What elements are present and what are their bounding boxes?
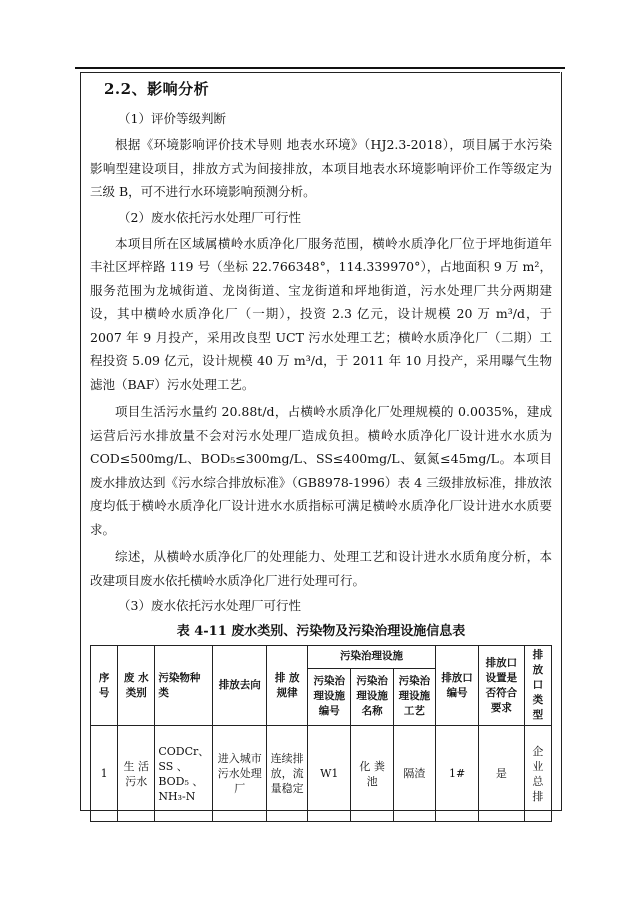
- header-facility-process: 污染治理设施工艺: [393, 668, 435, 725]
- subsection-feasibility-3: （3）废水依托污水处理厂可行性: [118, 598, 301, 613]
- section-title: 2.2、影响分析: [104, 80, 210, 98]
- paragraph-water-volume: 项目生活污水量约 20.88t/d，占横岭水质净化厂处理规模的 0.0035%，建成运营后污水排放量不会对污水处理厂造成负担。横岭水质净化厂设计进水水质为 COD≤500mg/L、BOD₅≤300mg/L、SS≤400mg/L、氨氮≤45mg/L。本项目废水排放达到《污水综合排放标准》（GB8978-1996）表 4 三级排放标准，排放浓度均低于横岭水质净化厂设计进水水质指标可满足横岭水质净化厂设计进水水质要求。: [90, 404, 552, 537]
- cell-outlet-type: 企业总排: [524, 726, 551, 822]
- subsection-evaluation-level: （1）评价等级判断: [118, 111, 226, 126]
- paragraph-evaluation: 根据《环境影响评价技术导则 地表水环境》（HJ2.3-2018），项目属于水污染影响型建设项目，排放方式为间接排放，本项目地表水环境影响评价工作等级定为三级 B，可不进行水环境影响预测分析。: [90, 137, 552, 199]
- header-rule: 排 放规律: [267, 646, 308, 726]
- document-body: [90, 78, 552, 822]
- cell-facility-name: 化 粪池: [351, 726, 393, 822]
- wastewater-info-table: [90, 645, 552, 822]
- cell-destination: 进入城市污水处理厂: [213, 726, 267, 822]
- table-caption: 表 4-11 废水类别、污染物及污染治理设施信息表: [176, 624, 466, 639]
- cell-rule: 连续排放，流量稳定: [267, 726, 308, 822]
- paragraph-conclusion: 综述，从横岭水质净化厂的处理能力、处理工艺和设计进水水质角度分析，本改建项目废水依托横岭水质净化厂进行处理可行。: [90, 549, 552, 588]
- cell-pollutant: CODCr、SS 、BOD₅ 、NH₃-N: [155, 726, 213, 822]
- header-outlet-no: 排放口编号: [436, 646, 479, 726]
- cell-outlet-requirement: 是: [479, 726, 525, 822]
- header-type: 废 水类别: [118, 646, 155, 726]
- header-outlet-type: 排放口类型: [524, 646, 551, 726]
- header-facility-name: 污染治理设施名称: [351, 668, 393, 725]
- header-facility: 污染治理设施: [308, 646, 436, 669]
- cell-outlet-no: 1#: [436, 726, 479, 822]
- table-row: [91, 726, 552, 822]
- cell-facility-process: 隔渣: [393, 726, 435, 822]
- cell-no: 1: [91, 726, 118, 822]
- cell-facility-no: W1: [308, 726, 351, 822]
- header-pollutant: 污染物种类: [155, 646, 213, 726]
- table-header-row: [91, 646, 552, 669]
- header-no: 序号: [91, 646, 118, 726]
- header-outlet-requirement: 排放口设置是否符合要求: [479, 646, 525, 726]
- cell-type: 生 活污水: [118, 726, 155, 822]
- header-destination: 排放去向: [213, 646, 267, 726]
- paragraph-plant-description: 本项目所在区域属横岭水质净化厂服务范围，横岭水质净化厂位于坪地街道年丰社区坪梓路 119 号（坐标 22.766348°，114.339970°），占地面积 9 万 m²，服务范围为龙城街道、龙岗街道、宝龙街道和坪地街道，污水处理厂共分两期建设，其中横岭水质净化厂（一期），投资 2.3 亿元，设计规模 20 万 m³/d，于 2007 年 9 月投产，采用改良型 UCT 污水处理工艺；横岭水质净化厂（二期）工程投资 5.09 亿元，设计规模 40 万 m³/d，于 2011 年 10 月投产，采用曝气生物滤池（BAF）污水处理工艺。: [90, 235, 552, 392]
- header-facility-no: 污染治理设施编号: [308, 668, 351, 725]
- subsection-feasibility: （2）废水依托污水处理厂可行性: [118, 209, 301, 225]
- header-rule: [75, 67, 565, 69]
